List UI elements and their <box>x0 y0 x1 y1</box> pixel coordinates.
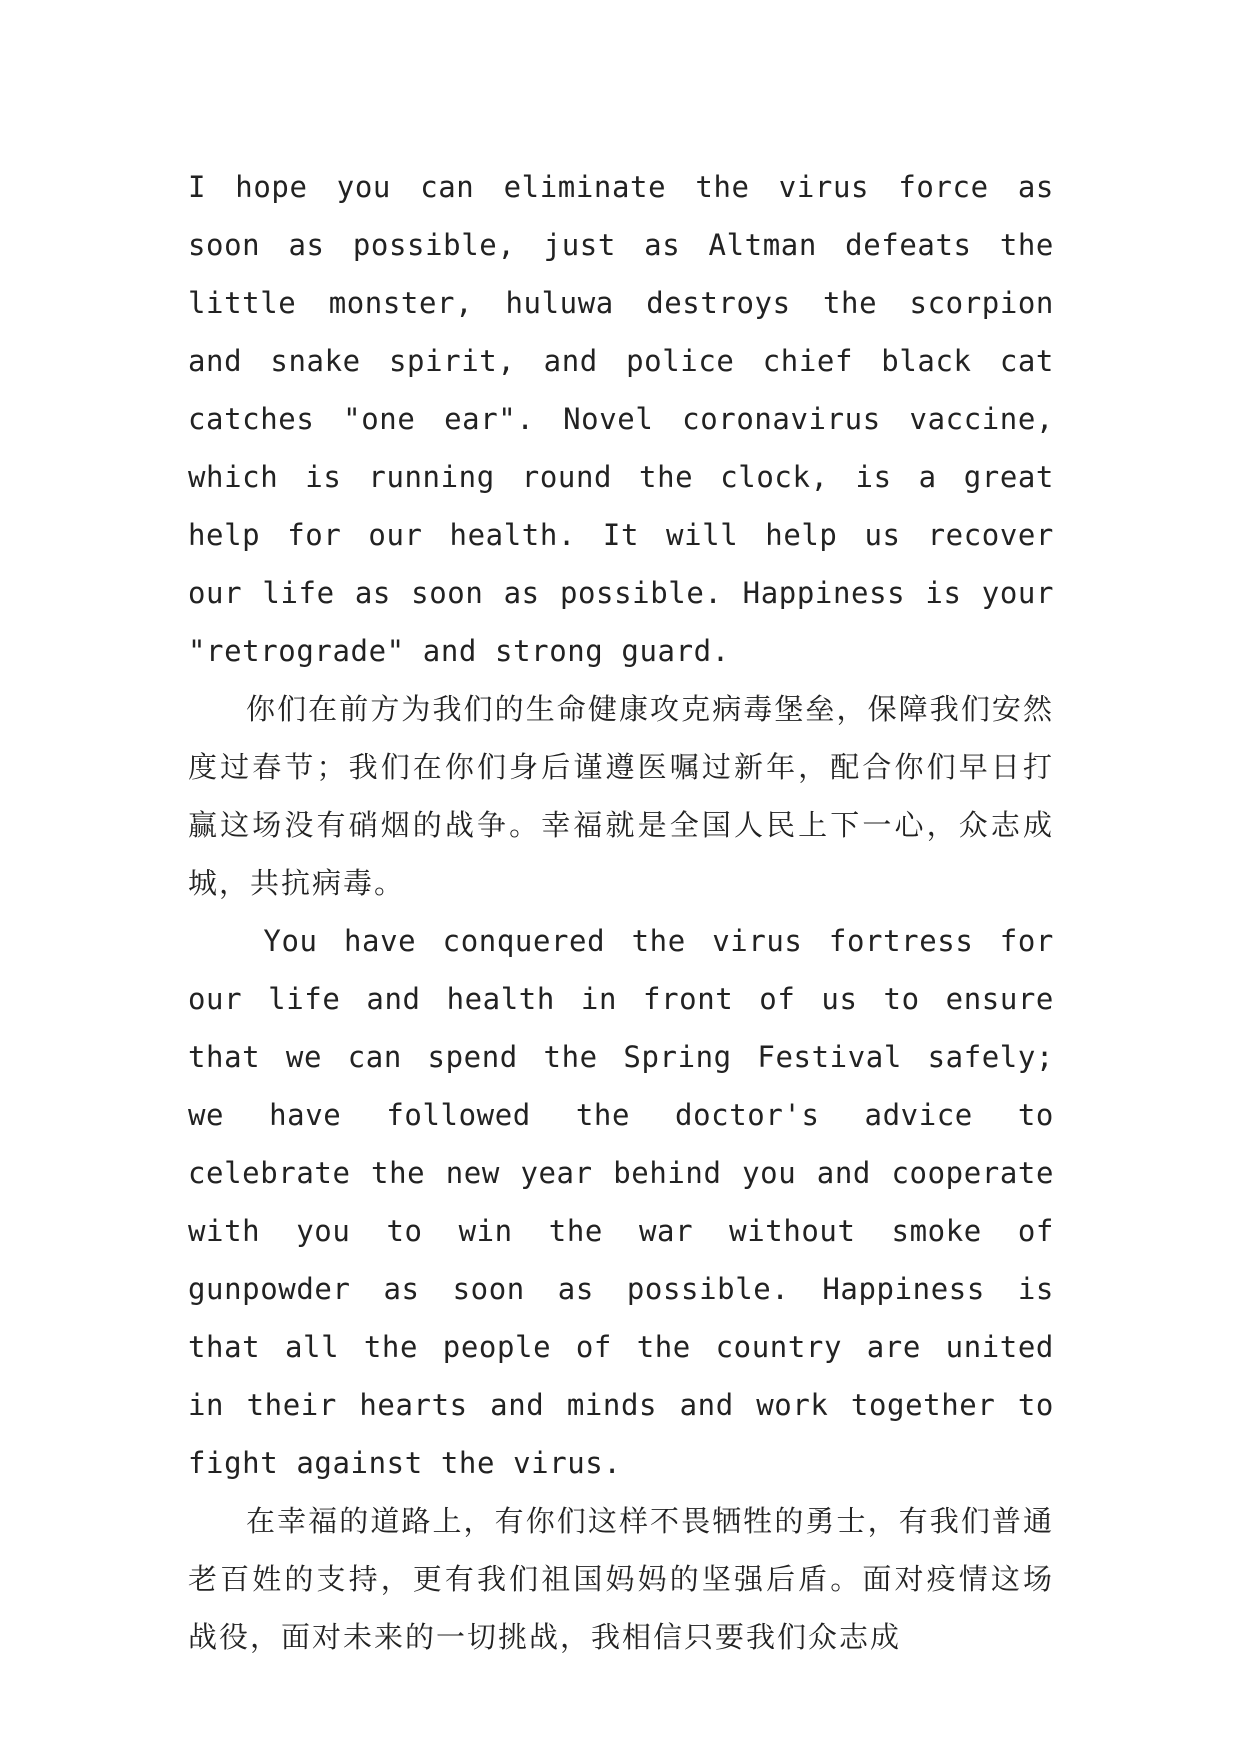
document-body <box>188 158 1054 1666</box>
paragraph-chinese-1: 你们在前方为我们的生命健康攻克病毒堡垒，保障我们安然度过春节；我们在你们身后谨遵医嘱过新年，配合你们早日打赢这场没有硝烟的战争。幸福就是全国人民上下一心，众志成城，共抗病毒。 <box>188 692 1054 900</box>
paragraph-chinese-2: 在幸福的道路上，有你们这样不畏牺牲的勇士，有我们普通老百姓的支持，更有我们祖国妈妈的坚强后盾。面对疫情这场战役，面对未来的一切挑战，我相信只要我们众志成 <box>188 1504 1054 1654</box>
paragraph-english-2: You have conquered the virus fortress for our life and health in front of us to ensure that we can spend the Spring Festival safely; we have followed the doctor's advice to celebrate the new year behind you and cooperate with you to win the war without smoke of gunpowder as soon as possible. Happiness is that all the people of the country are united in their hearts and minds and work together to fight against the virus. <box>188 924 1054 1480</box>
paragraph-english-1: I hope you can eliminate the virus force as soon as possible, just as Altman defeats the little monster, huluwa destroys the scorpion and snake spirit, and police chief black cat catches "one ear". Novel coronavirus vaccine, which is running round the clock, is a great help for our health. It will help us recover our life as soon as possible. Happiness is your "retrograde" and strong guard. <box>188 170 1054 668</box>
